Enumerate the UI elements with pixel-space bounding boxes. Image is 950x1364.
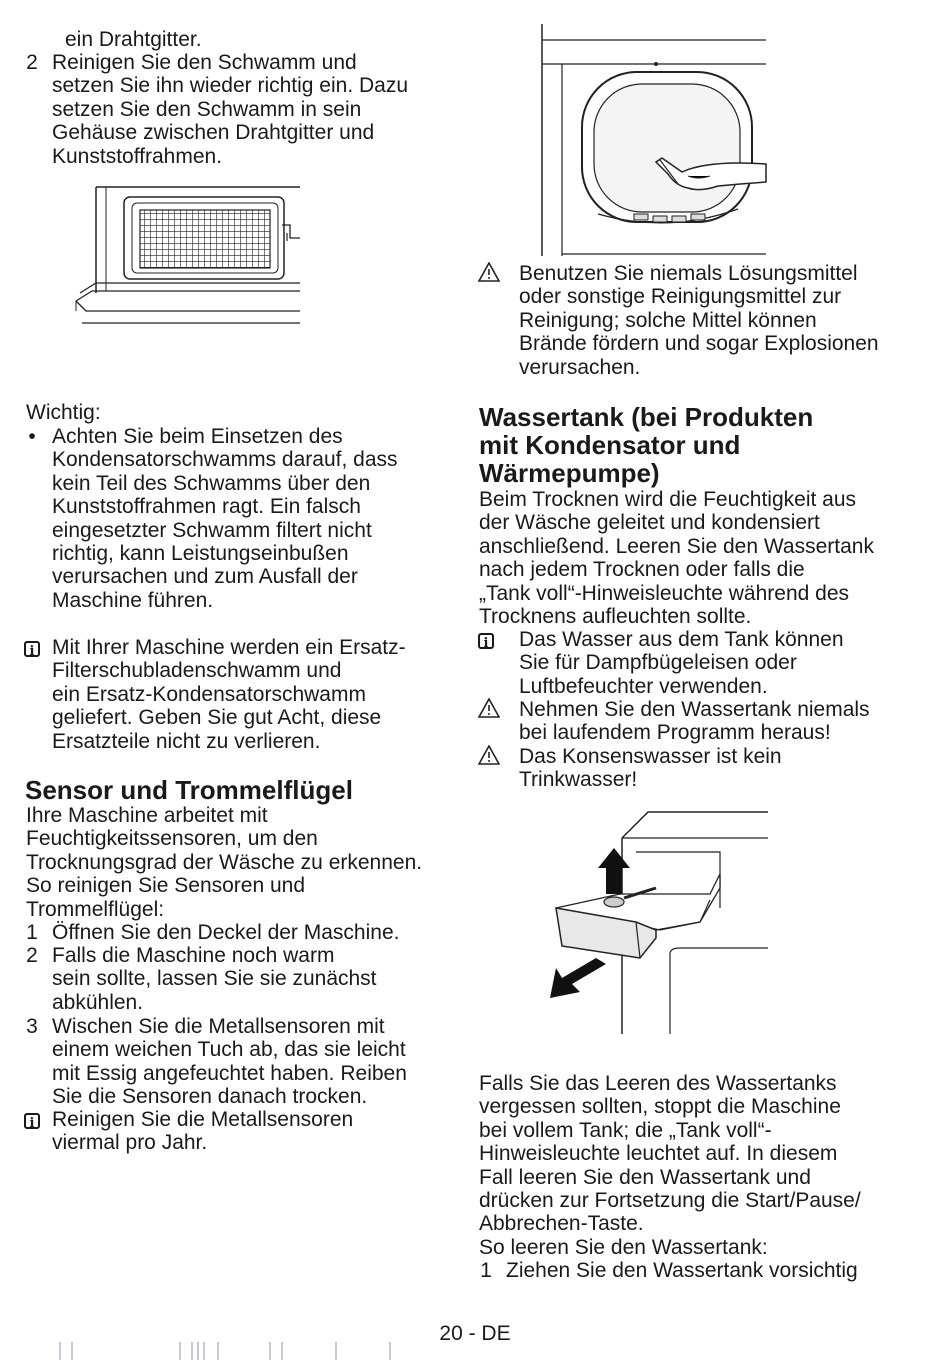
text-line: Luftbefeuchter verwenden. bbox=[519, 674, 768, 698]
step-text bbox=[52, 51, 452, 168]
text-line: eingesetzter Schwamm filtert nicht bbox=[52, 518, 372, 542]
step-text bbox=[52, 944, 452, 1014]
heading-line: Wassertank (bei Produkten bbox=[479, 402, 814, 432]
text-line: Abbrechen-Taste. bbox=[479, 1212, 644, 1236]
text-line: Kunststoffrahmen. bbox=[52, 144, 223, 168]
warning-solvents bbox=[478, 262, 918, 379]
info-icon bbox=[478, 633, 494, 649]
step-number: 2 bbox=[26, 51, 38, 74]
step-number: 1 bbox=[26, 921, 38, 944]
footer-marks bbox=[56, 1342, 396, 1362]
text-line: Kunststoffrahmen ragt. Ein falsch bbox=[52, 495, 361, 519]
text-line: vergessen sollten, stoppt die Maschine bbox=[479, 1095, 841, 1119]
text-line: Achten Sie beim Einsetzen des bbox=[52, 425, 343, 448]
sponge-illustration bbox=[72, 183, 302, 333]
text-line: Reinigung; solche Mittel können bbox=[519, 308, 817, 332]
text-line: Trocknungsgrad der Wäsche zu erkennen. bbox=[26, 850, 423, 874]
warning-text bbox=[519, 745, 918, 792]
text-line: der Wäsche geleitet und kondensiert bbox=[479, 511, 820, 535]
warning-icon-wrap bbox=[478, 262, 519, 379]
step-text: Ziehen Sie den Wassertank vorsichtig bbox=[506, 1259, 858, 1282]
step-number: 1 bbox=[480, 1259, 492, 1282]
warning-triangle-icon bbox=[478, 262, 500, 282]
text-line: Trommelflügel: bbox=[26, 897, 165, 921]
text-line: Das Wasser aus dem Tank können bbox=[519, 628, 844, 651]
info-note-spare-parts bbox=[12, 636, 452, 753]
page-number: 20 - DE bbox=[439, 1322, 511, 1345]
info-text bbox=[52, 1108, 452, 1155]
warning-text bbox=[519, 262, 918, 379]
text-line: bei laufendem Programm heraus! bbox=[519, 721, 831, 745]
bullet-item bbox=[12, 425, 452, 612]
text-line: Benutzen Sie niemals Lösungsmittel bbox=[519, 262, 858, 285]
info-text bbox=[519, 628, 918, 698]
text-line: Falls die Maschine noch warm bbox=[52, 944, 335, 967]
text-line: Ihre Maschine arbeitet mit bbox=[26, 804, 268, 827]
text-line: Brände fördern und sogar Explosionen bbox=[519, 332, 879, 356]
info-text bbox=[52, 636, 452, 753]
text-line: nach jedem Trocknen oder falls die bbox=[479, 558, 805, 582]
warning-triangle-icon bbox=[478, 745, 500, 765]
text-line: Falls Sie das Leeren des Wassertanks bbox=[479, 1072, 837, 1095]
text-line: kein Teil des Schwamms über den bbox=[52, 471, 371, 495]
water-tank-illustration bbox=[540, 808, 772, 1038]
text-line: bei vollem Tank; die „Tank voll“- bbox=[479, 1118, 772, 1142]
text-line: Reinigen Sie den Schwamm und bbox=[52, 51, 357, 74]
text-line: drücken zur Fortsetzung die Start/Pause/ bbox=[479, 1189, 861, 1213]
sensor-step-2 bbox=[12, 944, 452, 1014]
tank-paragraph bbox=[479, 488, 919, 628]
text-line: Mit Ihrer Maschine werden ein Ersatz- bbox=[52, 636, 406, 659]
tank-heading bbox=[479, 403, 813, 487]
text-line: Filterschubladenschwamm und bbox=[52, 659, 342, 683]
text-line: ein Ersatz-Kondensatorschwamm bbox=[52, 682, 366, 706]
info-icon-wrap bbox=[478, 628, 519, 698]
text-line: „Tank voll“-Hinweisleuchte während des bbox=[479, 581, 850, 605]
step-number: 3 bbox=[26, 1015, 38, 1038]
text-line: Trocknens aufleuchten sollte. bbox=[479, 605, 752, 629]
text-line: Gehäuse zwischen Drahtgitter und bbox=[52, 121, 375, 145]
text-line: Hinweisleuchte leuchtet auf. In diesem bbox=[479, 1142, 838, 1166]
text-line: So reinigen Sie Sensoren und bbox=[26, 874, 306, 898]
sensor-step-1 bbox=[12, 921, 452, 944]
heading-line: mit Kondensator und bbox=[479, 430, 741, 460]
info-note-sensors bbox=[12, 1108, 452, 1155]
step-text bbox=[52, 921, 452, 944]
text-line: Sie die Sensoren danach trocken. bbox=[52, 1085, 368, 1109]
text-line: Das Konsenswasser ist kein bbox=[519, 745, 782, 768]
text-line: Reinigen Sie die Metallsensoren bbox=[52, 1108, 354, 1131]
text-line: So leeren Sie den Wassertank: bbox=[479, 1235, 768, 1259]
warning-text bbox=[519, 698, 918, 745]
text-line: abkühlen. bbox=[52, 990, 144, 1014]
text-line: Wischen Sie die Metallsensoren mit bbox=[52, 1015, 385, 1038]
info-icon bbox=[24, 641, 40, 657]
text-line: verursachen und zum Ausfall der bbox=[52, 565, 358, 589]
step-text bbox=[52, 1015, 452, 1109]
tank-full-paragraph bbox=[479, 1072, 919, 1259]
text-line: anschließend. Leeren Sie den Wassertank bbox=[479, 534, 874, 558]
text-line: sein sollte, lassen Sie sie zunächst bbox=[52, 967, 377, 991]
step-2 bbox=[12, 51, 452, 168]
intro-line: ein Drahtgitter. bbox=[65, 28, 202, 51]
warning-triangle-icon bbox=[478, 698, 500, 718]
text-line: Beim Trocknen wird die Feuchtigkeit aus bbox=[479, 488, 857, 511]
sensor-heading: Sensor und Trommelflügel bbox=[25, 775, 353, 805]
step-number: 2 bbox=[26, 944, 38, 967]
bullet-text bbox=[52, 425, 452, 612]
warning-not-drinking-water bbox=[478, 745, 918, 792]
heading-line: Wärmepumpe) bbox=[479, 458, 660, 488]
text-line: Trinkwasser! bbox=[519, 768, 638, 792]
text-line: Kondensatorschwamms darauf, dass bbox=[52, 448, 398, 472]
text-line: Öffnen Sie den Deckel der Maschine. bbox=[52, 921, 400, 944]
info-icon-wrap bbox=[12, 636, 52, 753]
warning-icon-wrap bbox=[478, 745, 519, 792]
text-line: geliefert. Geben Sie gut Acht, diese bbox=[52, 706, 382, 730]
text-line: Sie für Dampfbügeleisen oder bbox=[519, 651, 797, 675]
text-line: verursachen. bbox=[519, 355, 641, 379]
warning-icon-wrap bbox=[478, 698, 519, 745]
info-note-water-use bbox=[478, 628, 918, 698]
text-line: Maschine führen. bbox=[52, 588, 214, 612]
text-line: Fall leeren Sie den Wassertank und bbox=[479, 1165, 811, 1189]
text-line: Feuchtigkeitssensoren, um den bbox=[26, 827, 318, 851]
sensor-paragraph bbox=[26, 804, 456, 921]
info-icon-wrap bbox=[12, 1108, 52, 1155]
wichtig-label: Wichtig: bbox=[26, 401, 101, 424]
text-line: Nehmen Sie den Wassertank niemals bbox=[519, 698, 870, 721]
drum-cleaning-illustration bbox=[538, 24, 770, 260]
bullet-mark: • bbox=[28, 425, 36, 448]
text-line: viermal pro Jahr. bbox=[52, 1131, 208, 1155]
text-line: oder sonstige Reinigungsmittel zur bbox=[519, 285, 842, 309]
text-line: mit Essig angefeuchtet haben. Reiben bbox=[52, 1061, 407, 1085]
sensor-step-3 bbox=[12, 1015, 452, 1109]
text-line: setzen Sie den Schwamm in sein bbox=[52, 97, 362, 121]
empty-tank-step-1 bbox=[466, 1259, 926, 1282]
text-line: einem weichen Tuch ab, das sie leicht bbox=[52, 1038, 406, 1062]
warning-remove-tank bbox=[478, 698, 918, 745]
text-line: setzen Sie ihn wieder richtig ein. Dazu bbox=[52, 74, 409, 98]
text-line: Ersatzteile nicht zu verlieren. bbox=[52, 729, 321, 753]
text-line: richtig, kann Leistungseinbußen bbox=[52, 542, 349, 566]
info-icon bbox=[24, 1113, 40, 1129]
